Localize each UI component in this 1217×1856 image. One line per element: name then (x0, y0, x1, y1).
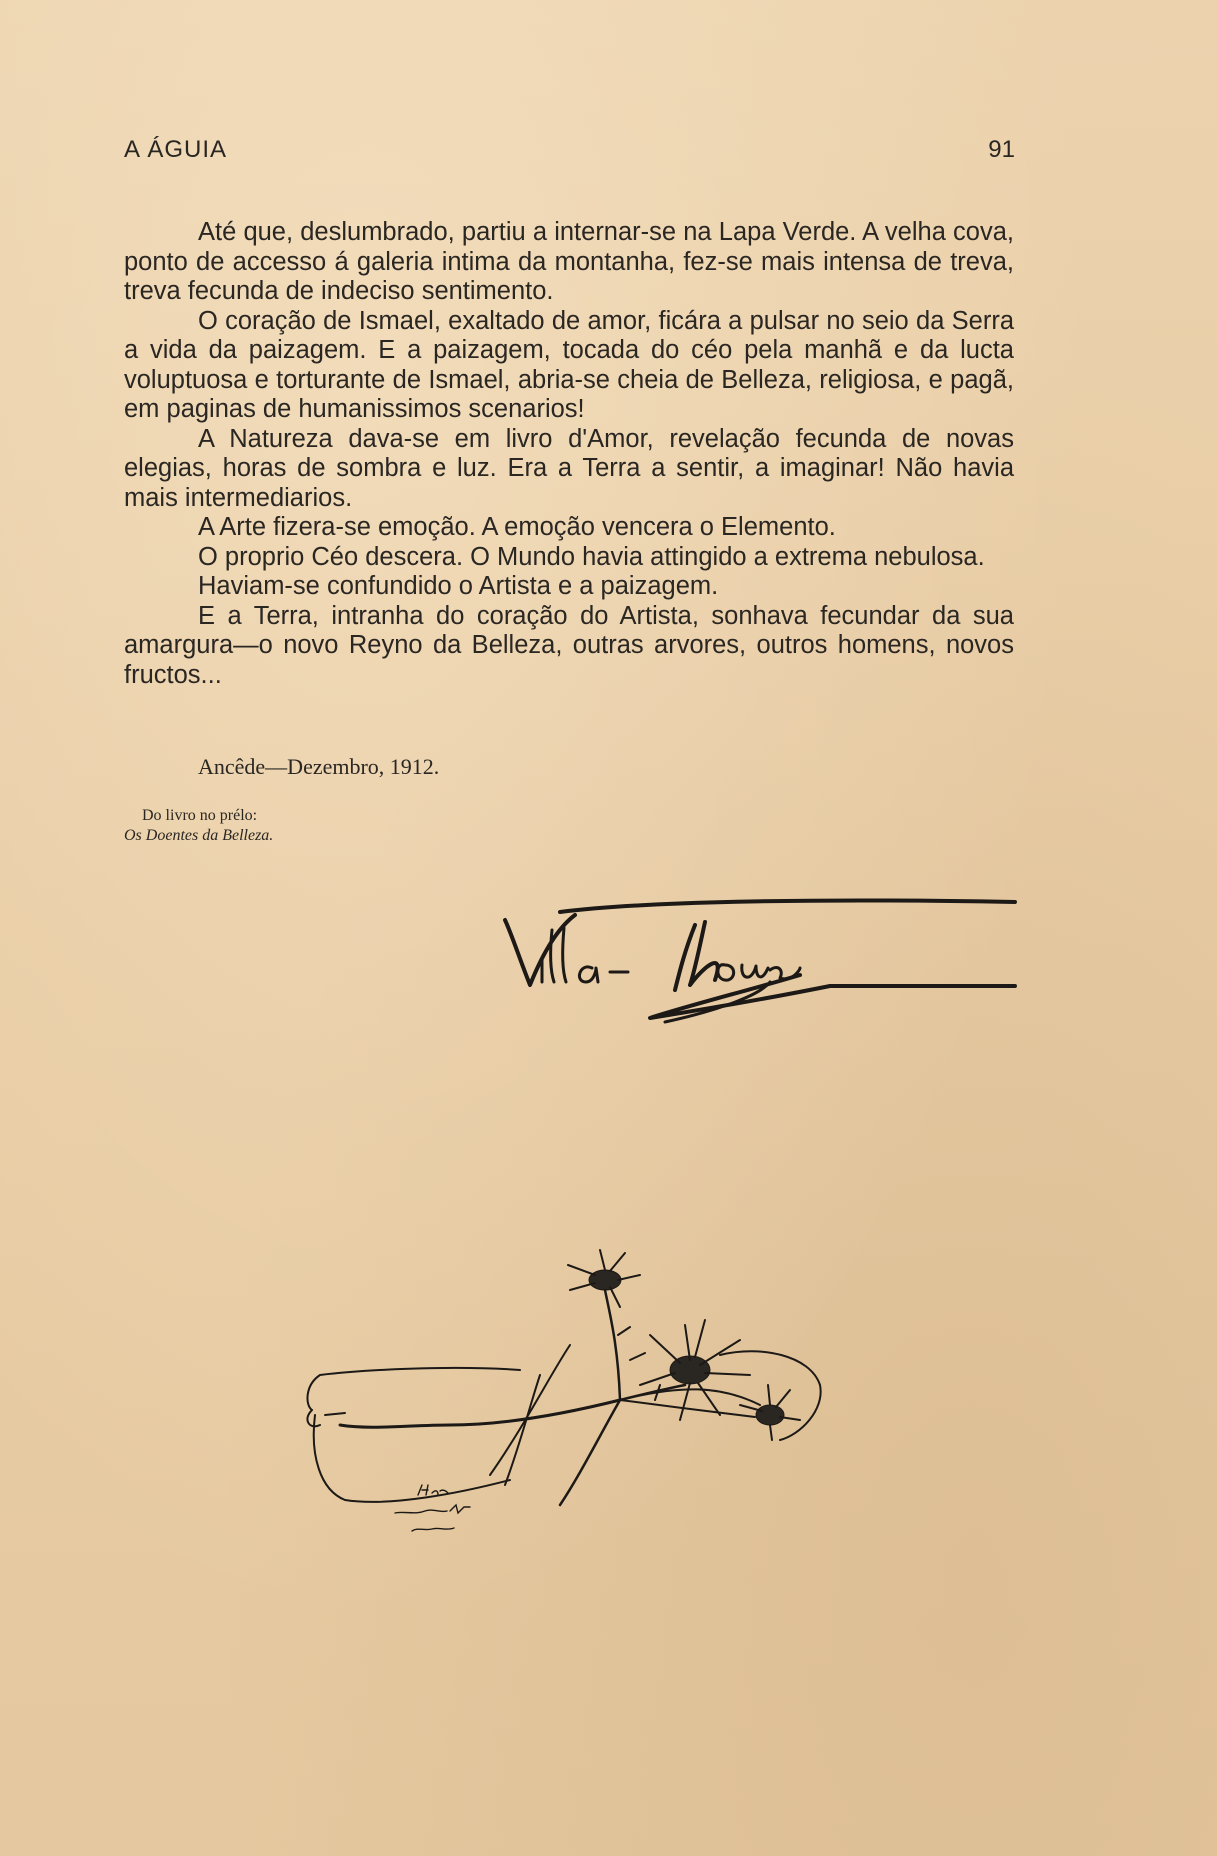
signature-image (500, 890, 1020, 1050)
dateline: Ancêde—Dezembro, 1912. (198, 754, 440, 779)
book-title: Os Doentes da Belleza. (124, 827, 274, 844)
source-label: Do livro no prélo: (142, 807, 258, 824)
source-note (124, 806, 273, 846)
running-head: A ÁGUIA (124, 136, 228, 163)
page-number: 91 (988, 136, 1015, 163)
flower-illustration (300, 1235, 860, 1535)
paragraph: A Natureza dava-se em livro d'Amor, revelação fecunda de novas elegias, horas de sombra e luz. Era a Terra a sentir, a imaginar! Não havia mais intermediarios. (124, 424, 1014, 512)
paragraph: E a Terra, intranha do coração do Artista, sonhava fecundar da sua amargura—o novo Reyno da Belleza, outras arvores, outros homens, novos fructos... (124, 601, 1014, 689)
paragraph: A Arte fizera-se emoção. A emoção vencera o Elemento. (198, 513, 836, 541)
paragraph: O proprio Céo descera. O Mundo havia attingido a extrema nebulosa. (198, 542, 985, 571)
paragraph: Até que, deslumbrado, partiu a internar-se na Lapa Verde. A velha cova, ponto de accesso á galeria intima da montanha, fez-se mais intensa de treva, treva fecunda de indeciso sentimento. (124, 218, 1014, 305)
body-text (124, 218, 1014, 690)
paragraph: O coração de Ismael, exaltado de amor, ficára a pulsar no seio da Serra a vida da paizagem. E a paizagem, tocada do céo pela manhã e da lucta voluptuosa e torturante de Ismael, abria-se cheia de Belleza, religiosa, e pagã, em paginas de humanissimos scenarios! (124, 306, 1014, 423)
paragraph: Haviam-se confundido o Artista e a paizagem. (198, 572, 719, 600)
